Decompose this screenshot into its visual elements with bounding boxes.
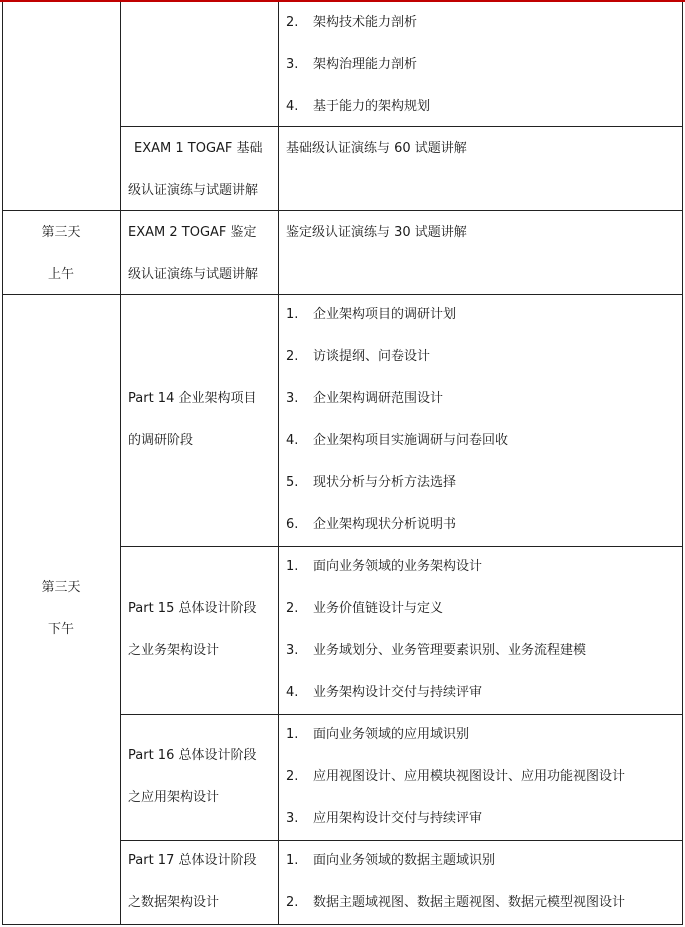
day-label: 第三天 下午: [41, 580, 81, 637]
row-divider: [2, 210, 683, 211]
list-item: 3. 业务域划分、业务管理要素识别、业务流程建模: [286, 643, 587, 658]
topic-list: [280, 840, 683, 924]
list-item: 2. 数据主题域视图、数据主题视图、数据元模型视图设计: [286, 895, 626, 910]
module-title: Part 15 总体设计阶段 之业务架构设计: [128, 601, 257, 658]
table-border-bottom: [2, 924, 683, 925]
list-item: 4. 业务架构设计交付与持续评审: [286, 685, 483, 700]
list-item: 2. 访谈提纲、问卷设计: [286, 349, 431, 364]
list-item: 1. 面向业务领域的业务架构设计: [286, 559, 483, 574]
module-title: Part 14 企业架构项目 的调研阶段: [128, 391, 257, 448]
list-item: 1. 面向业务领域的数据主题域识别: [286, 853, 496, 868]
list-item: 1. 面向业务领域的应用域识别: [286, 727, 470, 742]
list-item: 3. 架构治理能力剖析: [286, 57, 418, 72]
list-item: 2. 架构技术能力剖析: [286, 15, 418, 30]
list-item: 1. 企业架构项目的调研计划: [286, 307, 457, 322]
topic-list: [280, 2, 683, 128]
module-title: EXAM 1 TOGAF 基础 级认证演练与试题讲解: [128, 141, 263, 198]
list-item: 3. 应用架构设计交付与持续评审: [286, 811, 483, 826]
list-item: 2. 应用视图设计、应用模块视图设计、应用功能视图设计: [286, 769, 626, 784]
list-item: 4. 企业架构项目实施调研与问卷回收: [286, 433, 509, 448]
schedule-table: [2, 2, 683, 925]
table-divider-part: [278, 2, 279, 925]
topic-list: [280, 546, 683, 714]
table-divider-day: [120, 2, 121, 925]
topic-list: [280, 714, 683, 840]
list-item: 4. 基于能力的架构规划: [286, 99, 431, 114]
module-title: EXAM 2 TOGAF 鉴定 级认证演练与试题讲解: [128, 225, 259, 282]
day-label: 第三天 上午: [41, 225, 81, 282]
list-item: 5. 现状分析与分析方法选择: [286, 475, 457, 490]
table-border-left: [2, 2, 3, 925]
topic-text: 基础级认证演练与 60 试题讲解: [286, 141, 467, 156]
list-item: 2. 业务价值链设计与定义: [286, 601, 444, 616]
module-title: Part 16 总体设计阶段 之应用架构设计: [128, 748, 257, 805]
topic-list: [280, 294, 683, 546]
module-title: Part 17 总体设计阶段 之数据架构设计: [128, 853, 257, 910]
list-item: 3. 企业架构调研范围设计: [286, 391, 444, 406]
topic-text: 鉴定级认证演练与 30 试题讲解: [286, 225, 467, 240]
list-item: 6. 企业架构现状分析说明书: [286, 517, 457, 532]
